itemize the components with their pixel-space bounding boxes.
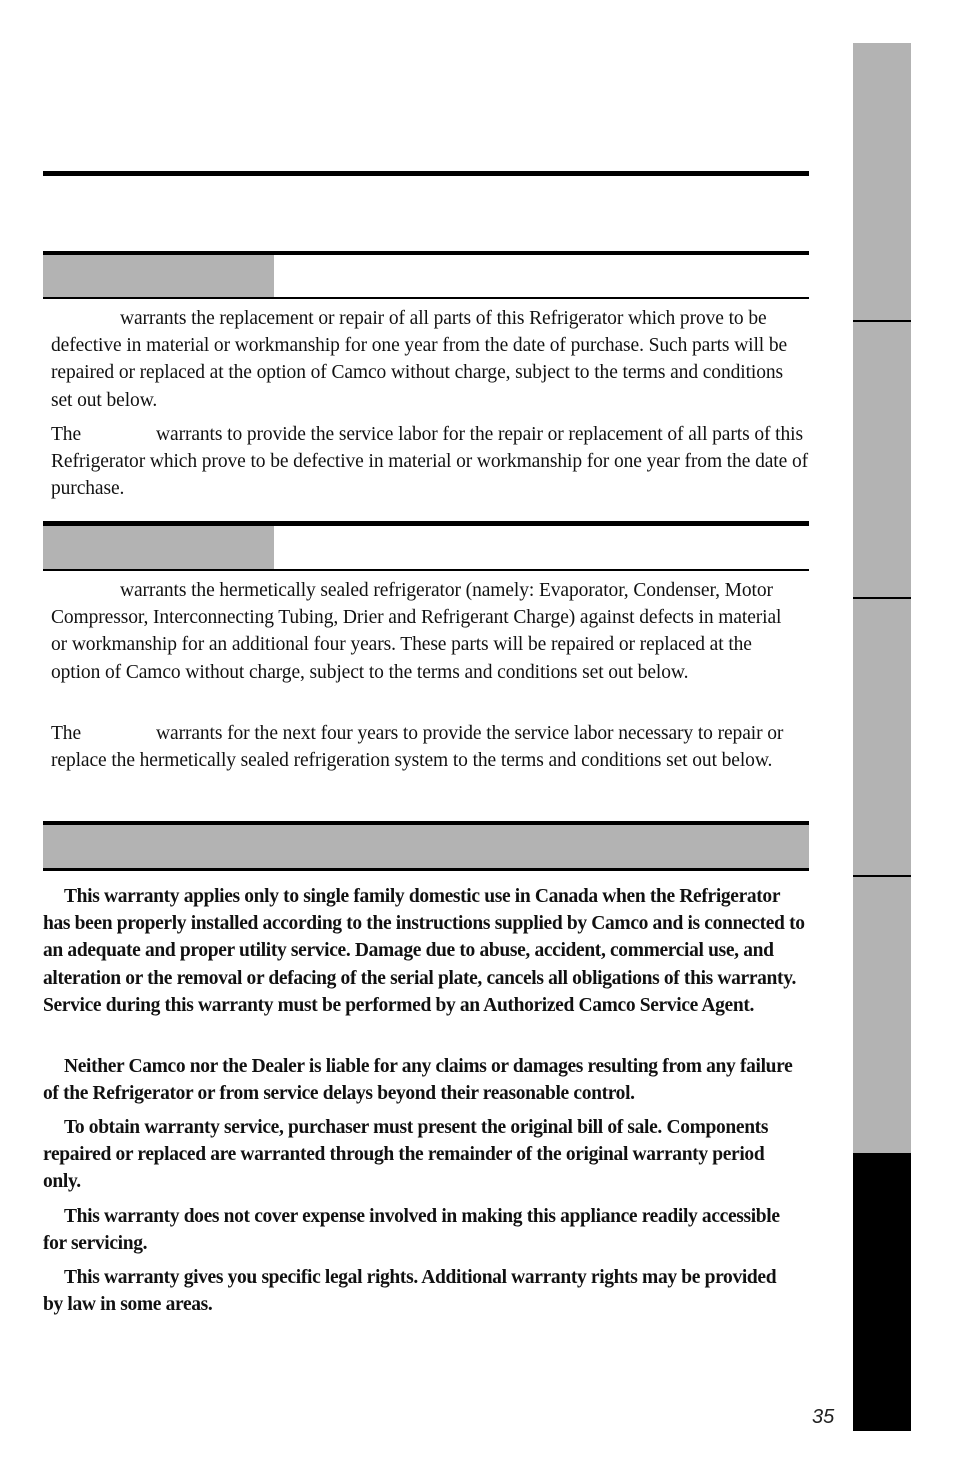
condition-paragraph: This warranty gives you specific legal rights. Additional warranty rights may be provided by law in some areas. (43, 1267, 777, 1316)
side-tab-1 (853, 43, 911, 320)
side-tab-2 (853, 322, 911, 597)
condition-paragraph: Neither Camco nor the Dealer is liable for any claims or damages resulting from any failure of the Refrigerator or from service delays beyond their reasonable control. (43, 1056, 793, 1105)
condition-paragraph: To obtain warranty service, purchaser must present the original bill of sale. Components repaired or replaced are warranted through the remainder of the original warranty period only. (43, 1117, 769, 1193)
condition-paragraph: This warranty applies only to single family domestic use in Canada when the Refrigerator has been properly installed according to the instructions supplied by Camco and is connected to an adequate and proper utility service. Damage due to abuse, accident, commercial use, and alteration or the removal or defacing of the serial plate, cancels all obligations of this warranty. Service during this warranty must be performed by an Authorized Camco Service Agent. (43, 886, 805, 1016)
section3-bottom-rule (43, 868, 809, 871)
side-tab-4 (853, 877, 911, 1153)
section1-para2: The warrants to provide the service labor for the repair or replacement of all parts of this Refrigerator which prove to be defective in material or workmanship for one year from the date of purchase. (51, 424, 808, 500)
section2-bottom-rule (43, 569, 809, 571)
condition-paragraph: This warranty does not cover expense involved in making this appliance readily accessible for servicing. (43, 1206, 780, 1255)
side-tab-active (853, 1153, 911, 1431)
section1-bottom-rule (43, 297, 809, 299)
section3-tab (43, 825, 809, 869)
side-tab-3 (853, 599, 911, 875)
section2-para2: The warrants for the next four years to provide the service labor necessary to repair or replace the hermetically sealed refrigeration system to the terms and conditions set out below. (51, 723, 784, 772)
section1-para1: warrants the replacement or repair of all parts of this Refrigerator which prove to be defective in material or workmanship for one year from the date of purchase. Such parts will be repaired or replaced at the option of Camco without charge, subject to the terms and conditions set out below. (51, 308, 788, 411)
section1-tab (43, 255, 274, 299)
page-number: 35 (812, 1406, 835, 1428)
section2-tab (43, 526, 274, 570)
top-rule (43, 171, 809, 176)
section2-para1: warrants the hermetically sealed refrigerator (namely: Evaporator, Condenser, Motor Compressor, Interconnecting Tubing, Drier and Refrigerant Charge) against defects in material or workmanship for an additional four years. These parts will be repaired or replaced at the option of Camco without charge, subject to the terms and conditions set out below. (51, 580, 782, 683)
